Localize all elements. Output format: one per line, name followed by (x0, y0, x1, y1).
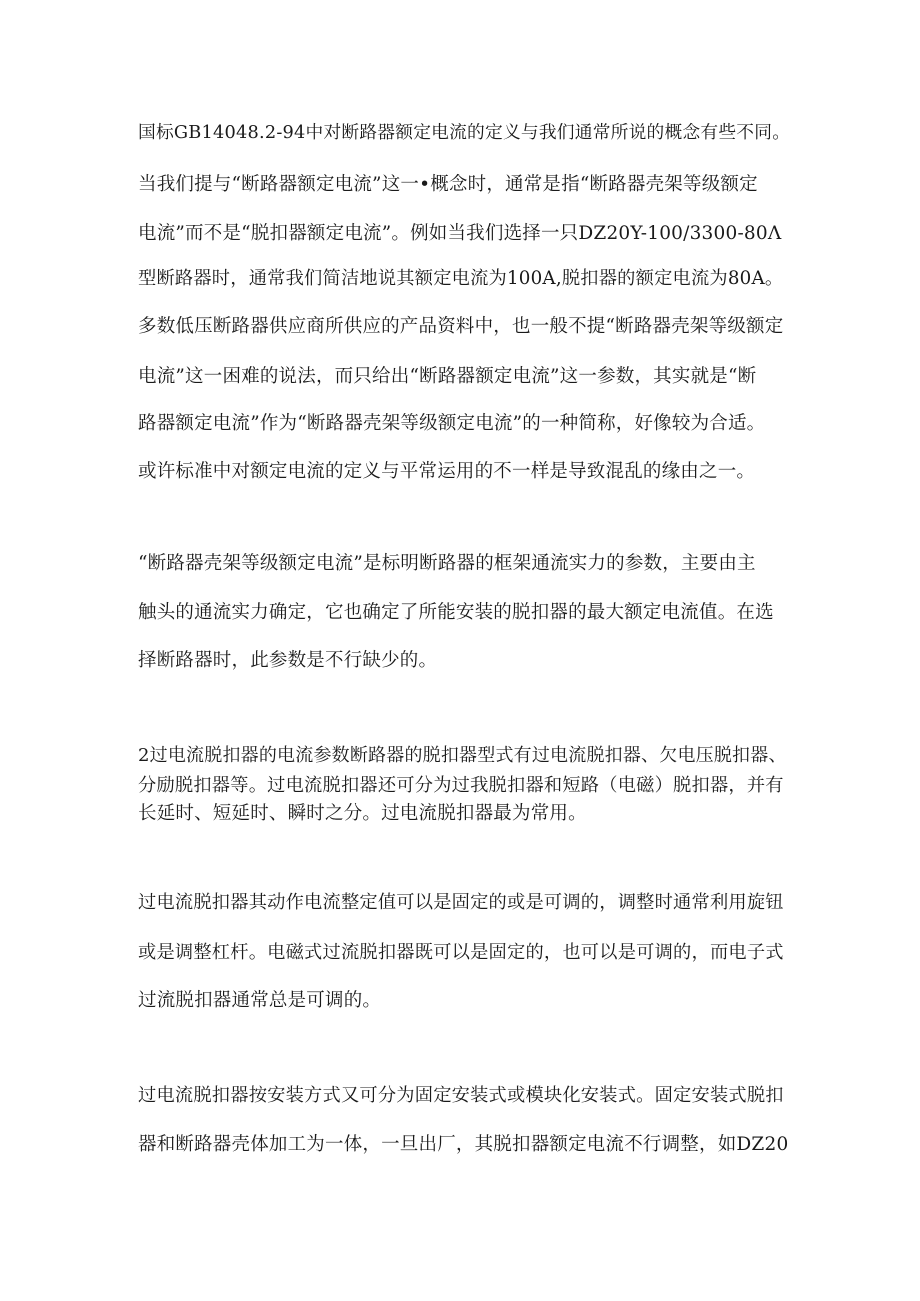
paragraph-line: 触头的通流实力确定，它也确定了所能安装的脱扣器的最大额定电流值。在选 (138, 602, 774, 623)
paragraph-line: 路器额定电流”作为“断路器壳架等级额定电流”的一种简称，好像较为合适。 (138, 413, 766, 434)
paragraph-line: 或许标准中对额定电流的定义与平常运用的不一样是导致混乱的缘由之一。 (138, 461, 756, 482)
paragraph-line: 过流脱扣器通常总是可调的。 (138, 990, 382, 1011)
paragraph-line: 过电流脱扣器按安装方式又可分为固定安装式或模块化安装式。固定安装式脱扣 (138, 1085, 784, 1106)
paragraph-line: 电流”这一困难的说法，而只给出“断路器额定电流”这一参数，其实就是“断 (138, 366, 757, 387)
paragraph-line: 国标GB14048.2-94中对断路器额定电流的定义与我们通常所说的概念有些不同。 (138, 123, 791, 143)
paragraph-line: 器和断路器壳体加工为一体，一旦出厂，其脱扣器额定电流不行调整，如DZ20 (138, 1134, 789, 1155)
paragraph-line: 分励脱扣器等。过电流脱扣器还可分为过我脱扣器和短路（电磁）脱扣器，并有 (138, 775, 784, 796)
paragraph-line: 多数低压断路器供应商所供应的产品资料中，也一般不提“断路器壳架等级额定 (138, 316, 784, 337)
paragraph-line: 2过电流脱扣器的电流参数断路器的脱扣器型式有过电流脱扣器、欠电压脱扣器、 (138, 745, 787, 766)
paragraph-line: 择断路器时，此参数是不行缺少的。 (138, 650, 438, 671)
paragraph-line: 长延时、短延时、瞬时之分。过电流脱扣器最为常用。 (138, 803, 587, 824)
paragraph-line: 或是调整杠杆。电磁式过流脱扣器既可以是固定的，也可以是可调的，而电子式 (138, 942, 784, 963)
paragraph-line: 当我们提与“断路器额定电流”这一•概念时，通常是指“断路器壳架等级额定 (138, 174, 758, 195)
paragraph-line: 电流”而不是“脱扣器额定电流”。例如当我们选择一只DZ20Y-100/3300-80Λ (138, 223, 782, 244)
paragraph-line: 型断路器时，通常我们简洁地说其额定电流为100A,脱扣器的额定电流为80A。 (138, 268, 784, 289)
paragraph-line: 过电流脱扣器其动作电流整定值可以是固定的或是可调的，调整时通常利用旋钮 (138, 892, 784, 913)
paragraph-line: “断路器壳架等级额定电流”是标明断路器的框架通流实力的参数，主要由主 (138, 553, 756, 574)
